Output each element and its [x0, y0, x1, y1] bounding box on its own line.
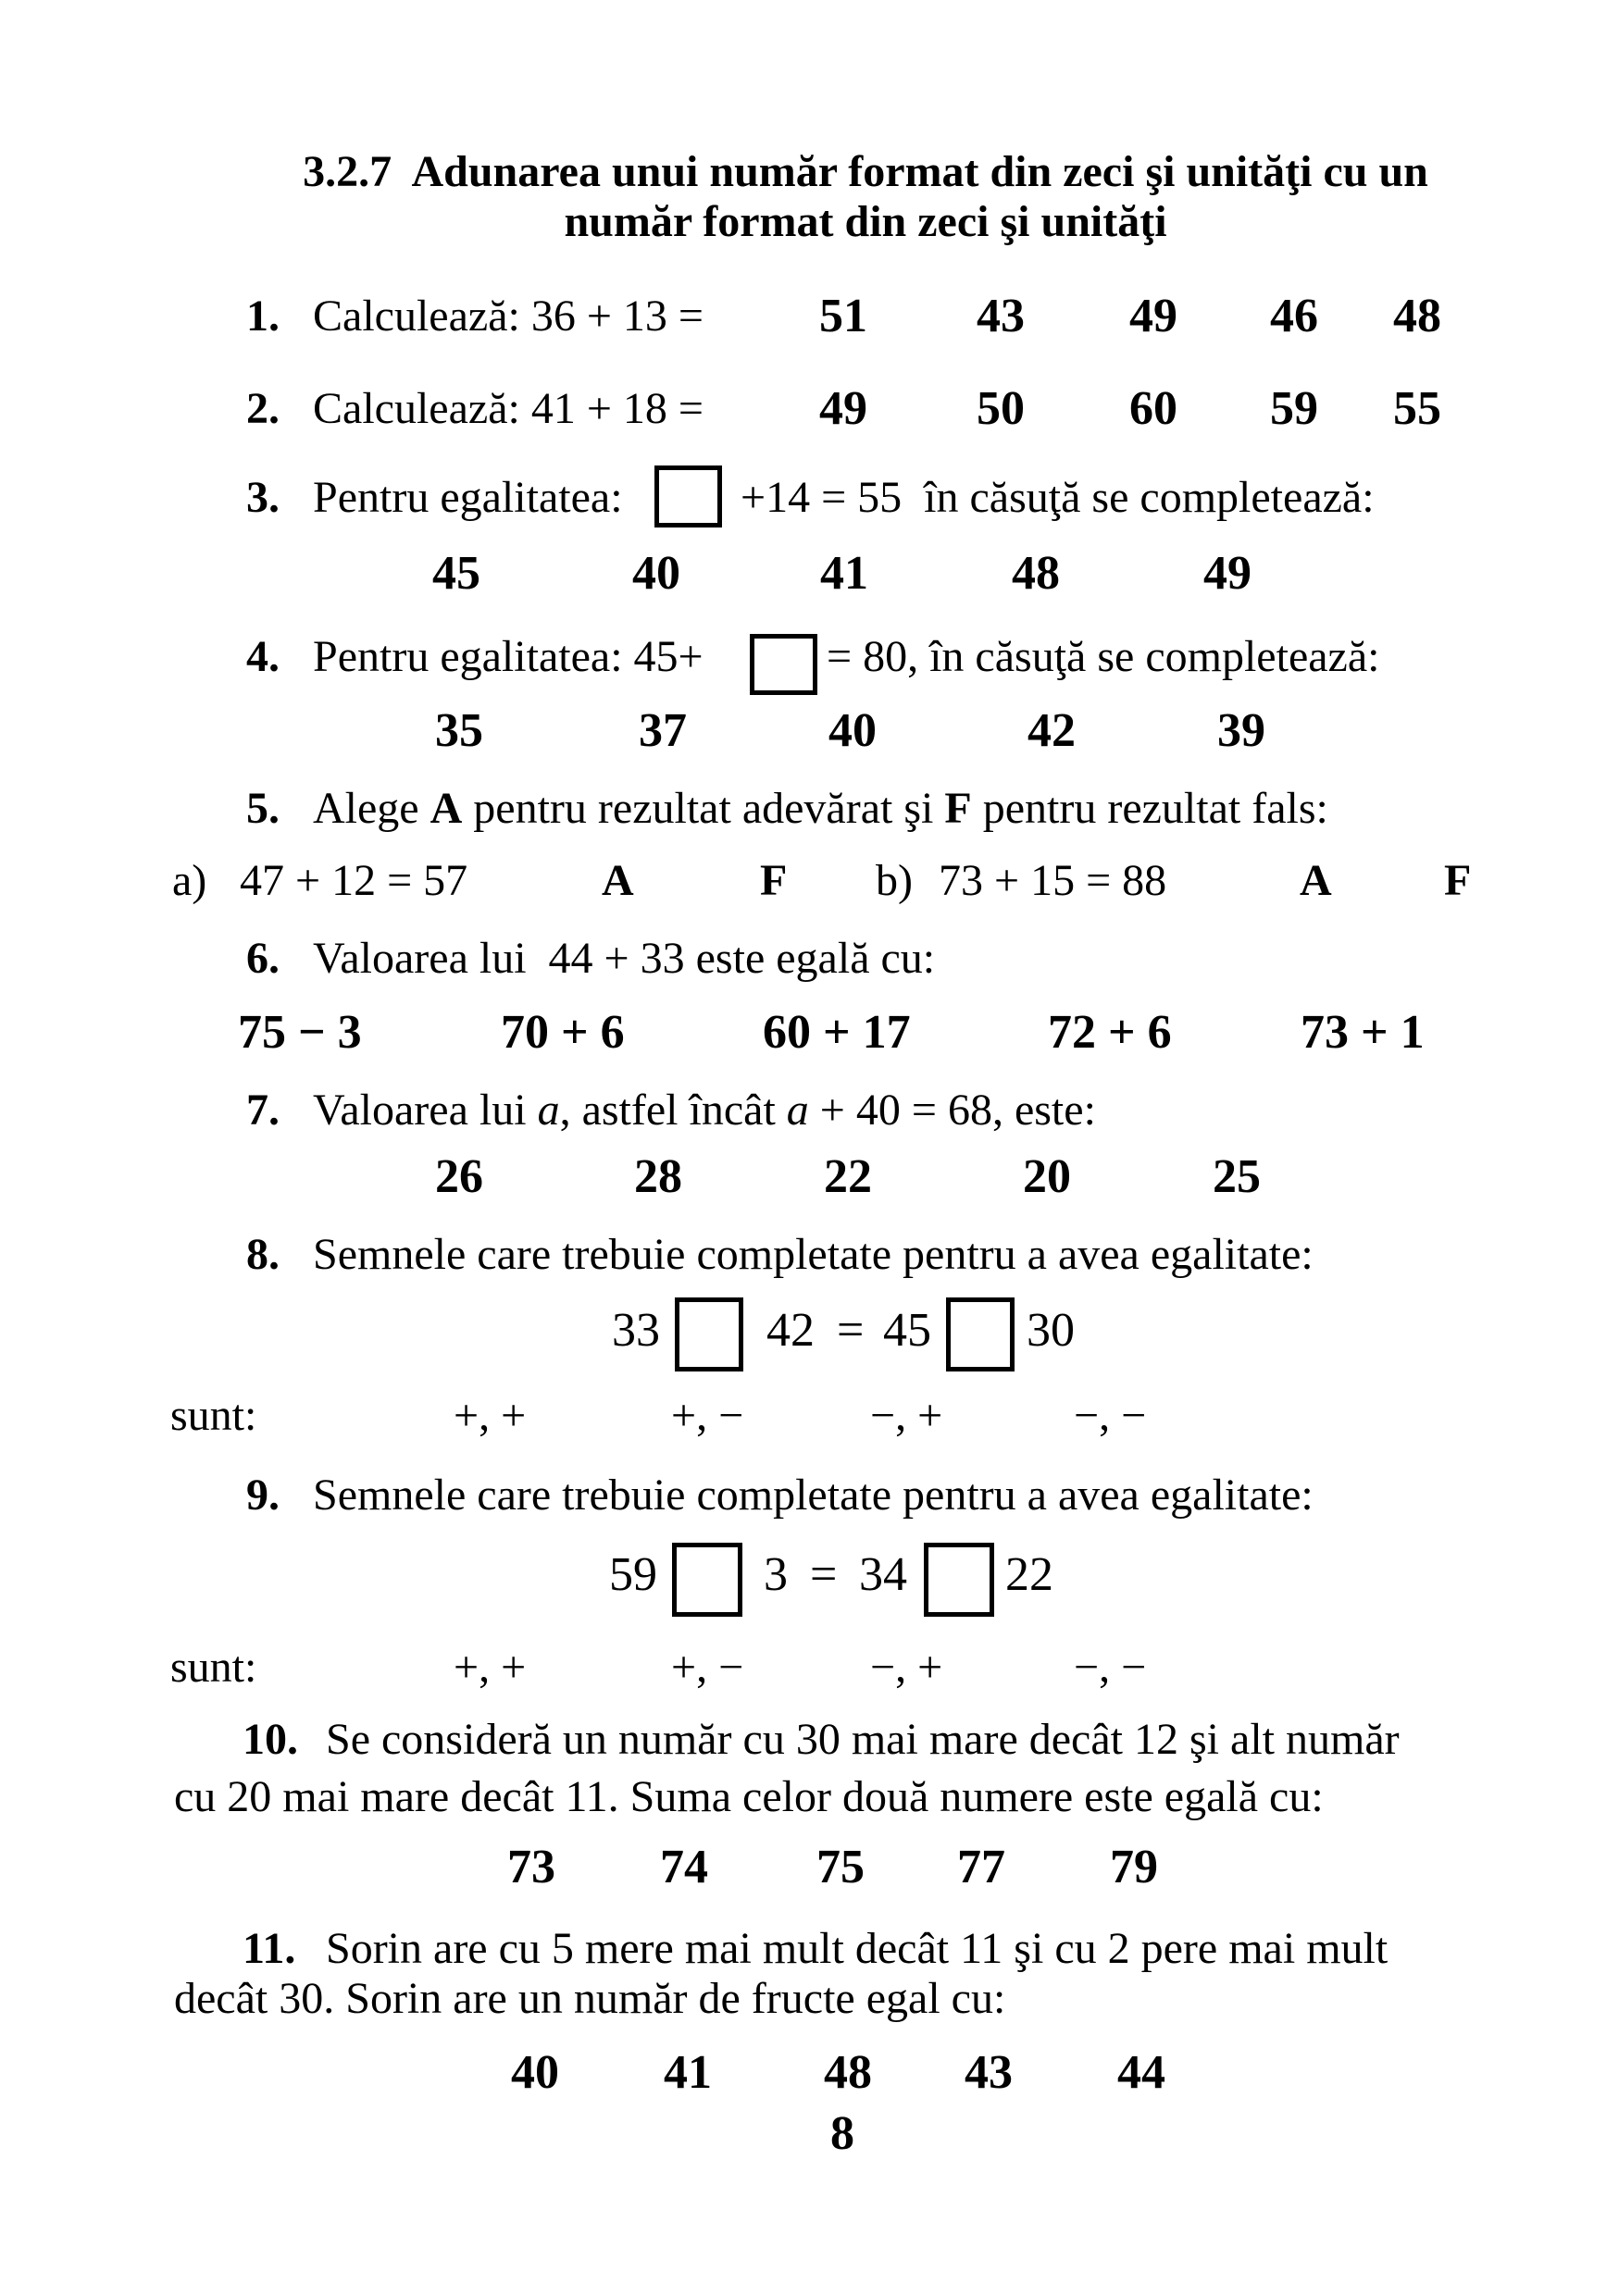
- problem-5-prompt-pre: Alege: [313, 784, 430, 833]
- problem-2-option-2: 50: [977, 382, 1025, 435]
- problem-7-option-5: 25: [1213, 1150, 1261, 1203]
- problem-5-prompt-post: pentru rezultat fals:: [971, 784, 1328, 833]
- problem-5b-choice-false: F: [1444, 856, 1472, 905]
- problem-5a-choice-true: A: [602, 856, 634, 905]
- problem-1-option-1: 51: [819, 290, 867, 342]
- problem-5b-choice-true: A: [1300, 856, 1332, 905]
- answer-box: [750, 634, 817, 695]
- problem-6-number: 6.: [246, 934, 280, 983]
- problem-7-option-3: 22: [824, 1150, 872, 1203]
- problem-7-prompt-pre: Valoarea lui: [313, 1086, 538, 1135]
- problem-5-letter-f: F: [944, 784, 972, 833]
- problem-5a-equation: 47 + 12 = 57: [240, 856, 468, 905]
- answer-box: [654, 465, 722, 527]
- problem-8-equation-equals: =: [837, 1304, 865, 1357]
- problem-11-option-5: 44: [1117, 2046, 1165, 2099]
- problem-11-option-4: 43: [965, 2046, 1013, 2099]
- problem-4-option-1: 35: [435, 704, 483, 757]
- section-title-line-2: număr format din zeci şi unităţi: [564, 197, 1167, 246]
- problem-1-option-2: 43: [977, 290, 1025, 342]
- problem-9-sign-option-2: +, −: [671, 1643, 744, 1692]
- problem-8-equation-n3: 45: [883, 1304, 931, 1357]
- problem-10-option-3: 75: [816, 1841, 865, 1893]
- problem-6-option-4: 72 + 6: [1048, 1006, 1172, 1059]
- problem-4-prompt-tail: = 80, în căsuţă se completează:: [827, 632, 1380, 681]
- problem-6-prompt: Valoarea lui 44 + 33 este egală cu:: [313, 934, 936, 983]
- problem-9-number: 9.: [246, 1471, 280, 1520]
- problem-3-option-4: 48: [1012, 547, 1060, 600]
- problem-8-number: 8.: [246, 1230, 280, 1279]
- problem-7-variable: a: [786, 1086, 809, 1135]
- problem-2-option-5: 55: [1393, 382, 1441, 435]
- problem-4-option-5: 39: [1217, 704, 1265, 757]
- section-title-line-1: 3.2.7 Adunarea unui număr format din zeci şi unităţi cu un: [303, 147, 1428, 196]
- problem-11-option-1: 40: [511, 2046, 559, 2099]
- problem-10-option-4: 77: [957, 1841, 1005, 1893]
- problem-7-prompt-mid: , astfel încât: [559, 1086, 787, 1135]
- problem-5a-choice-false: F: [760, 856, 788, 905]
- problem-9-equation-n2: 3: [764, 1548, 788, 1601]
- problem-3-prompt: Pentru egalitatea:: [313, 473, 623, 522]
- problem-3-option-1: 45: [432, 547, 480, 600]
- problem-9-equation-equals: =: [810, 1548, 838, 1601]
- problem-7-option-1: 26: [435, 1150, 483, 1203]
- problem-8-sunt-label: sunt:: [170, 1391, 257, 1440]
- problem-7-variable: a: [537, 1086, 560, 1135]
- problem-9-equation-n4: 22: [1005, 1548, 1053, 1601]
- problem-11-option-3: 48: [824, 2046, 872, 2099]
- problem-2-option-3: 60: [1129, 382, 1177, 435]
- problem-7-prompt: [313, 1088, 1096, 1133]
- problem-8-sign-option-3: −, +: [870, 1391, 943, 1440]
- problem-10-option-5: 79: [1110, 1841, 1158, 1893]
- problem-1-option-4: 46: [1270, 290, 1318, 342]
- problem-6-option-1: 75 − 3: [238, 1006, 362, 1059]
- problem-9-sign-option-4: −, −: [1074, 1643, 1147, 1692]
- problem-7-option-2: 28: [634, 1150, 682, 1203]
- problem-10-option-1: 73: [507, 1841, 555, 1893]
- page-number: 8: [830, 2107, 854, 2160]
- problem-9-equation-n3: 34: [859, 1548, 907, 1601]
- problem-2-number: 2.: [246, 384, 280, 433]
- problem-10-number: 10.: [243, 1715, 298, 1764]
- problem-3-prompt-tail: +14 = 55 în căsuţă se completează:: [741, 473, 1375, 522]
- problem-9-sign-option-1: +, +: [454, 1643, 527, 1692]
- problem-9-sign-option-3: −, +: [870, 1643, 943, 1692]
- problem-7-number: 7.: [246, 1086, 280, 1135]
- problem-8-equation-n4: 30: [1027, 1304, 1075, 1357]
- problem-4-number: 4.: [246, 632, 280, 681]
- problem-5-letter-a: A: [430, 784, 463, 833]
- problem-6-option-3: 60 + 17: [763, 1006, 911, 1059]
- problem-7-option-4: 20: [1023, 1150, 1071, 1203]
- problem-5-number: 5.: [246, 784, 280, 833]
- problem-8-sign-option-1: +, +: [454, 1391, 527, 1440]
- problem-8-equation-n1: 33: [612, 1304, 660, 1357]
- problem-4-option-3: 40: [828, 704, 877, 757]
- problem-5b-equation: 73 + 15 = 88: [939, 856, 1167, 905]
- problem-3-option-5: 49: [1203, 547, 1252, 600]
- problem-11-number: 11.: [243, 1924, 296, 1973]
- problem-3-option-3: 41: [820, 547, 868, 600]
- problem-3-number: 3.: [246, 473, 280, 522]
- problem-5-prompt: [313, 784, 1328, 833]
- problem-1-prompt: Calculează: 36 + 13 =: [313, 292, 704, 341]
- problem-8-equation-n2: 42: [766, 1304, 815, 1357]
- problem-11-line-2: decât 30. Sorin are un număr de fructe egal cu:: [174, 1974, 1006, 2023]
- problem-10-line-1: Se consideră un număr cu 30 mai mare decât 12 şi alt număr: [326, 1715, 1400, 1764]
- problem-10-option-2: 74: [660, 1841, 708, 1893]
- problem-9-prompt: Semnele care trebuie completate pentru a avea egalitate:: [313, 1471, 1314, 1520]
- problem-4-option-2: 37: [639, 704, 687, 757]
- problem-5b-label: b): [876, 856, 913, 905]
- problem-11-option-2: 41: [664, 2046, 712, 2099]
- problem-1-option-5: 48: [1393, 290, 1441, 342]
- problem-1-option-3: 49: [1129, 290, 1177, 342]
- problem-6-option-5: 73 + 1: [1301, 1006, 1425, 1059]
- problem-11-line-1: Sorin are cu 5 mere mai mult decât 11 şi cu 2 pere mai mult: [326, 1924, 1389, 1973]
- problem-2-option-1: 49: [819, 382, 867, 435]
- answer-box: [946, 1297, 1015, 1371]
- problem-4-prompt: Pentru egalitatea: 45+: [313, 632, 704, 681]
- problem-1-number: 1.: [246, 292, 280, 341]
- problem-5-prompt-mid: pentru rezultat adevărat şi: [462, 784, 945, 833]
- problem-9-sunt-label: sunt:: [170, 1643, 257, 1692]
- problem-8-sign-option-2: +, −: [671, 1391, 744, 1440]
- answer-box: [672, 1543, 742, 1617]
- problem-4-option-4: 42: [1027, 704, 1076, 757]
- problem-2-prompt: Calculează: 41 + 18 =: [313, 384, 704, 433]
- problem-5a-label: a): [172, 856, 207, 905]
- answer-box: [675, 1297, 743, 1371]
- problem-9-equation-n1: 59: [609, 1548, 657, 1601]
- answer-box: [924, 1543, 994, 1617]
- problem-2-option-4: 59: [1270, 382, 1318, 435]
- problem-7-prompt-post: + 40 = 68, este:: [808, 1086, 1096, 1135]
- problem-8-sign-option-4: −, −: [1074, 1391, 1147, 1440]
- problem-3-option-2: 40: [632, 547, 680, 600]
- problem-6-option-2: 70 + 6: [501, 1006, 625, 1059]
- problem-10-line-2: cu 20 mai mare decât 11. Suma celor două numere este egală cu:: [174, 1772, 1324, 1821]
- problem-8-prompt: Semnele care trebuie completate pentru a avea egalitate:: [313, 1230, 1314, 1279]
